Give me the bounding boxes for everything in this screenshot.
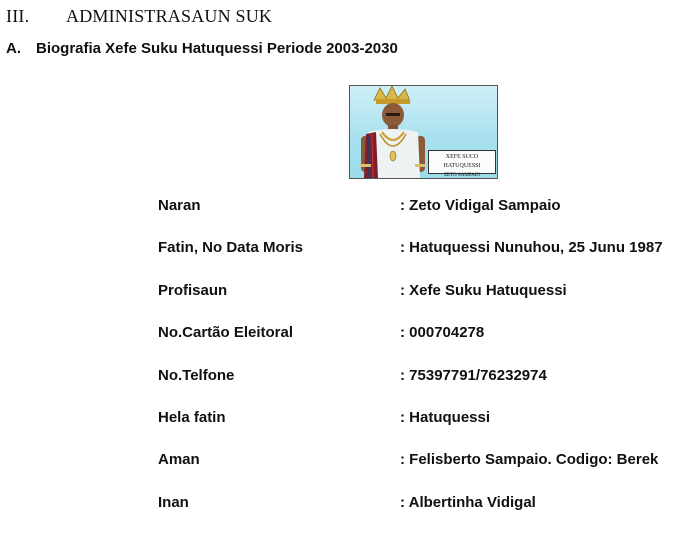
label-profisaun: Profisaun [158,281,228,299]
value-birth: : Hatuquessi Nunuhou, 25 Junu 1987 [400,239,663,257]
section-title: ADMINISTRASAUN SUK [66,6,273,26]
label-telephone: No.Telfone [158,366,235,384]
label-naran: Naran [158,197,201,214]
chief-photo [349,85,498,179]
value-naran: : Zeto Vidigal Sampaio [400,197,561,214]
section-heading [6,6,272,27]
value-mother: : Albertinha Vidigal [400,493,536,511]
label-residence: Hela fatin [158,408,226,426]
label-birth: Fatin, No Data Moris [158,239,304,257]
value-father: : Felisberto Sampaio. Codigo: Berek [400,451,659,469]
photo-caption-name: ZETO SAMPAIO [444,173,480,178]
label-father: Aman [158,451,200,469]
value-residence: : Hatuquessi [400,408,491,426]
photo-caption-title: XEFE SUCO HATUQUESSI [443,154,481,169]
section-number: III. [6,6,30,26]
value-telephone: : 75397791/76232974 [400,366,547,384]
photo-caption [428,150,496,178]
subsection-letter: A. [6,40,21,57]
label-mother: Inan [158,493,189,511]
value-voter-card: : 000704278 [400,324,485,342]
subsection-title: Biografia Xefe Suku Hatuquessi Periode 2003-2030 [36,40,398,57]
label-voter-card: No.Cartão Eleitoral [158,324,294,342]
subsection-heading [6,40,398,57]
value-profisaun: : Xefe Suku Hatuquessi [400,281,567,299]
